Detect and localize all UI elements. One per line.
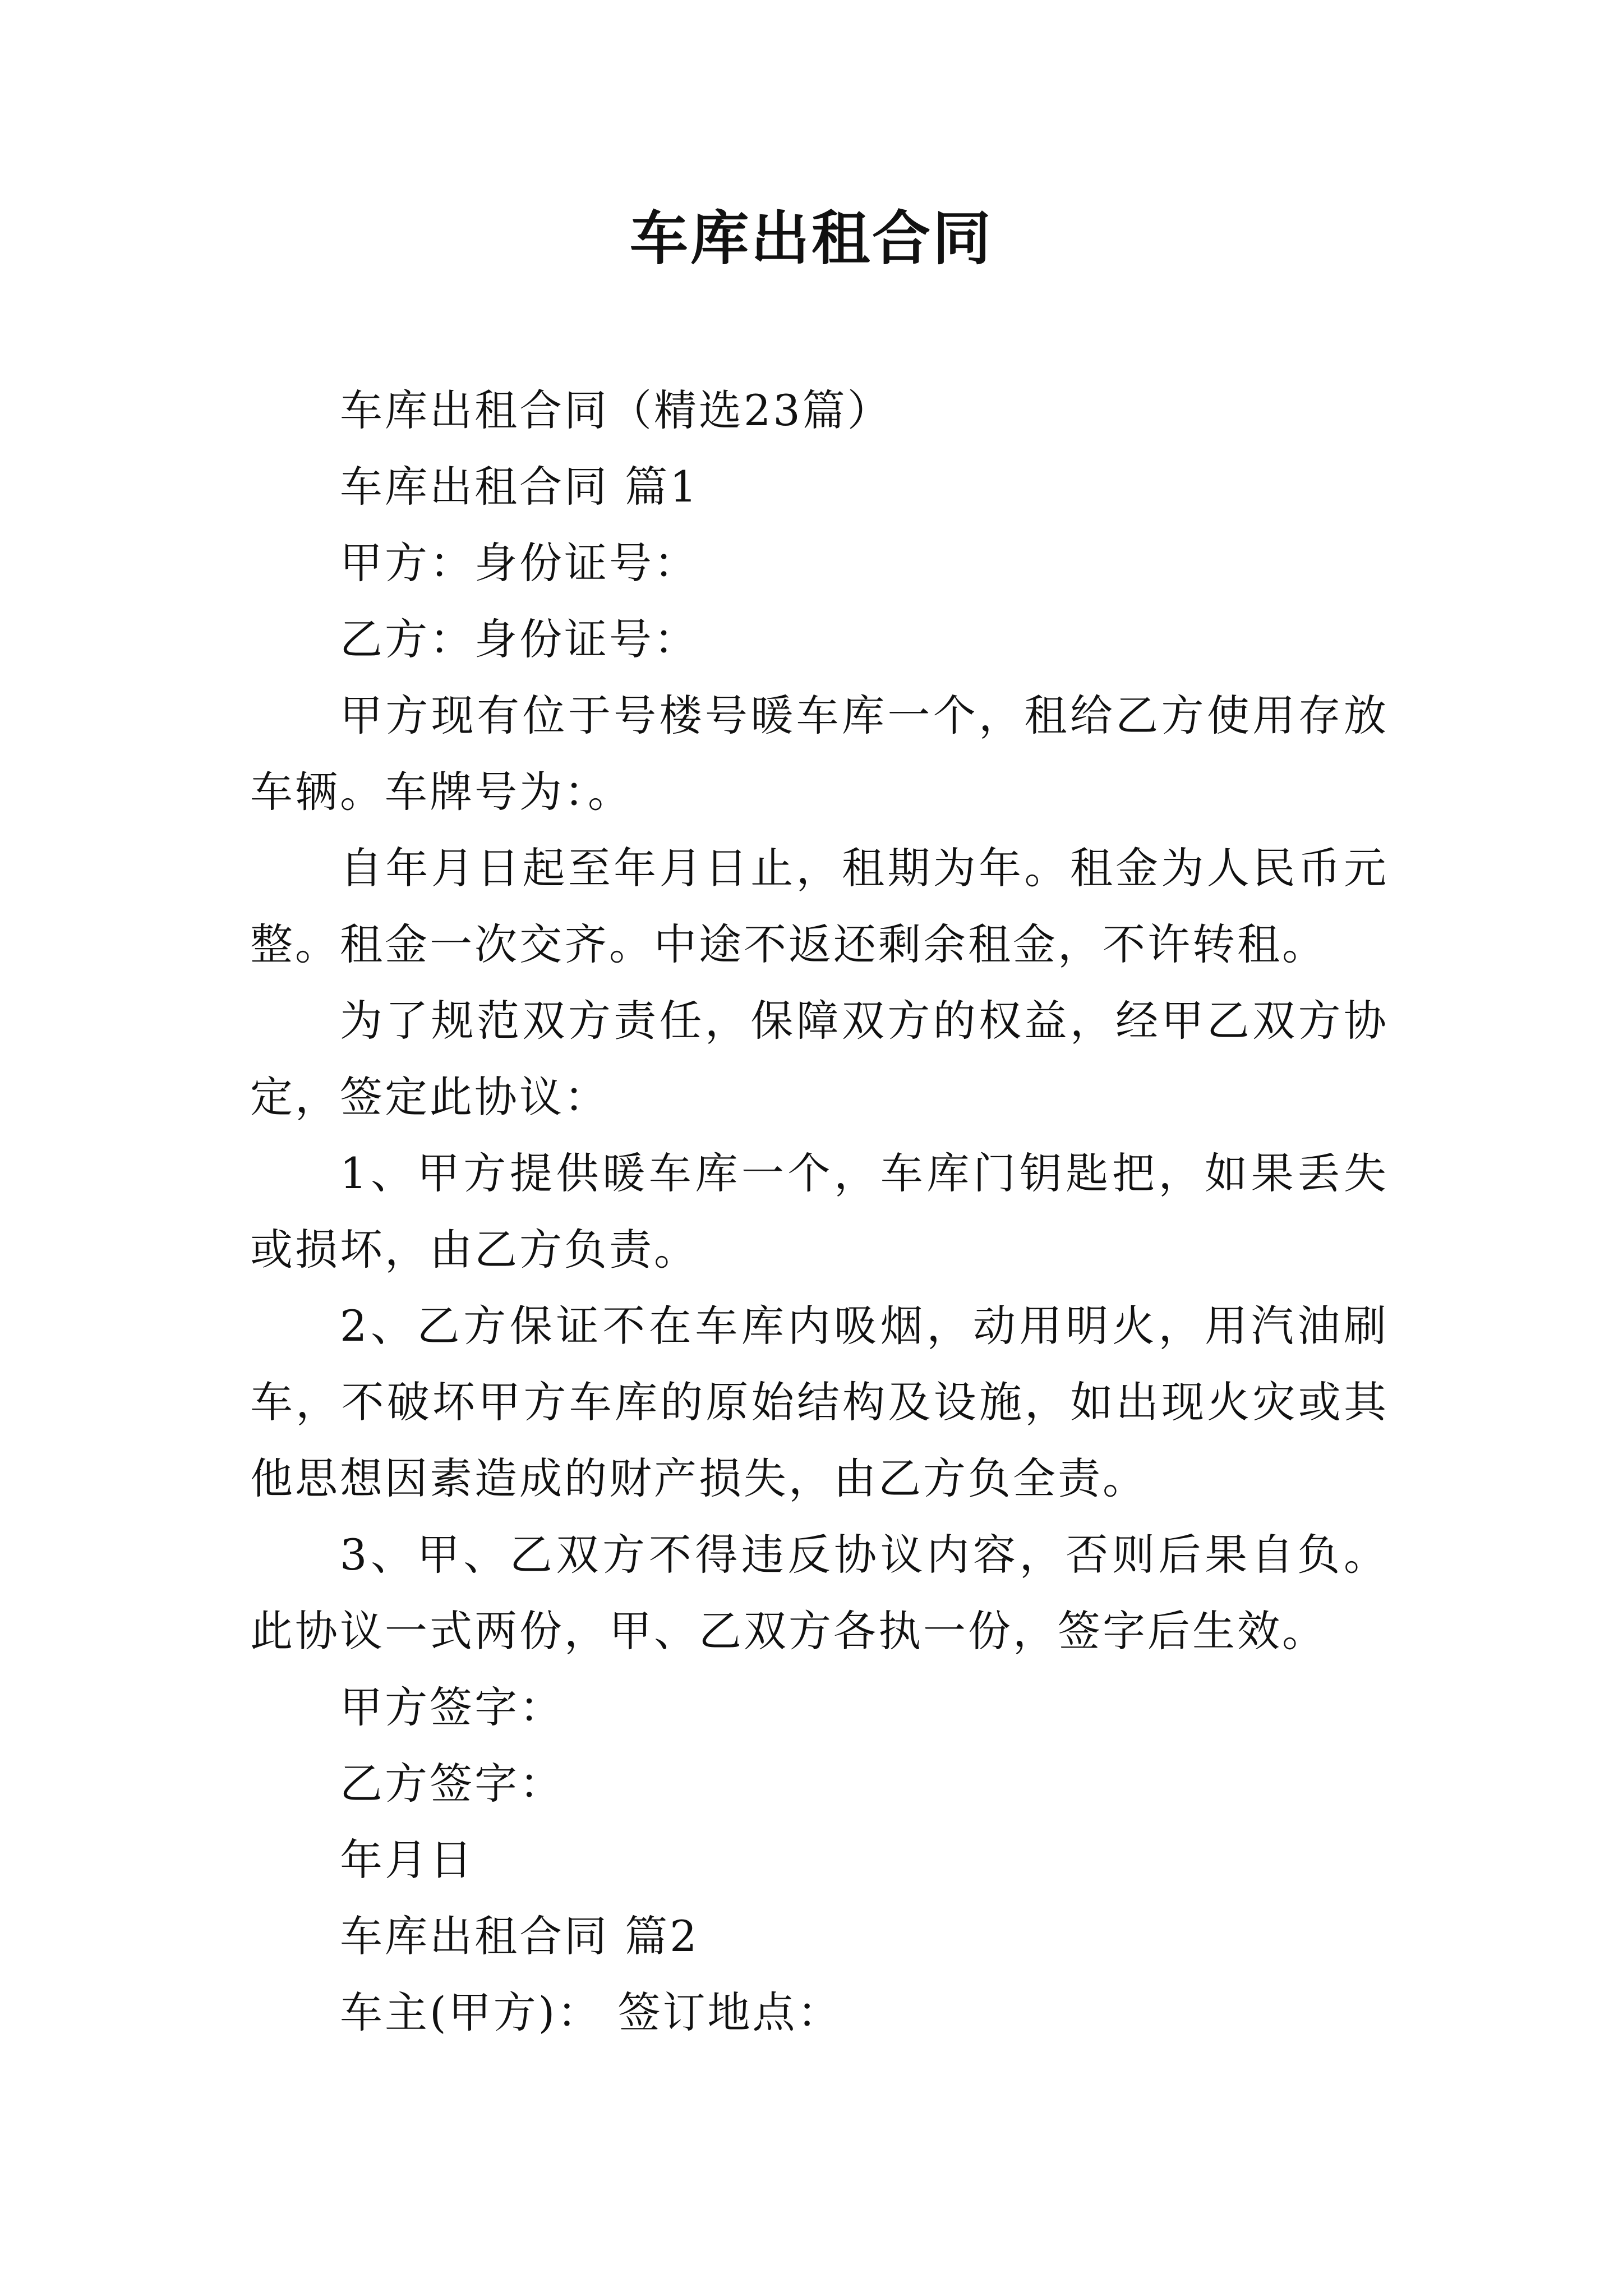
paragraph-section-2-heading: 车库出租合同 篇2 [340, 1911, 699, 1961]
paragraph-owner-and-location: 车主(甲方)： 签订地点： [340, 1987, 842, 2037]
paragraph-clause-3: 3、甲、乙双方不得违反协议内容，否则后果自负。此协议一式两份，甲、乙双方各执一份，签字后生效。 [250, 1530, 1389, 1656]
paragraph-garage-description: 甲方现有位于号楼号暖车库一个，租给乙方使用存放车辆。车牌号为：。 [250, 691, 1389, 817]
paragraph-party-b-signature: 乙方签字： [340, 1759, 564, 1809]
paragraph-clause-2: 2、乙方保证不在车库内吸烟，动用明火，用汽油刷车，不破坏甲方车库的原始结构及设施，如出现火灾或其他思想因素造成的财产损失，由乙方负全责。 [250, 1301, 1389, 1503]
paragraph-lease-term: 自年月日起至年月日止，租期为年。租金为人民币元整。租金一次交齐。中途不返还剩余租金，不许转租。 [250, 843, 1389, 969]
paragraph-party-a-id: 甲方：身份证号： [340, 538, 699, 588]
paragraph-section-1-heading: 车库出租合同 篇1 [340, 462, 699, 512]
paragraph-agreement-intro: 为了规范双方责任，保障双方的权益，经甲乙双方协定，签定此协议： [250, 996, 1389, 1122]
paragraph-clause-1: 1、甲方提供暖车库一个，车库门钥匙把，如果丢失或损坏，由乙方负责。 [250, 1148, 1389, 1274]
document-body [250, 372, 1389, 2051]
paragraph-date: 年月日 [340, 1835, 474, 1885]
paragraph-party-a-signature: 甲方签字： [340, 1682, 564, 1732]
document-title: 车库出租合同 [629, 204, 993, 273]
paragraph-party-b-id: 乙方：身份证号： [340, 614, 699, 664]
paragraph-collection-heading: 车库出租合同（精选23篇） [340, 385, 892, 435]
